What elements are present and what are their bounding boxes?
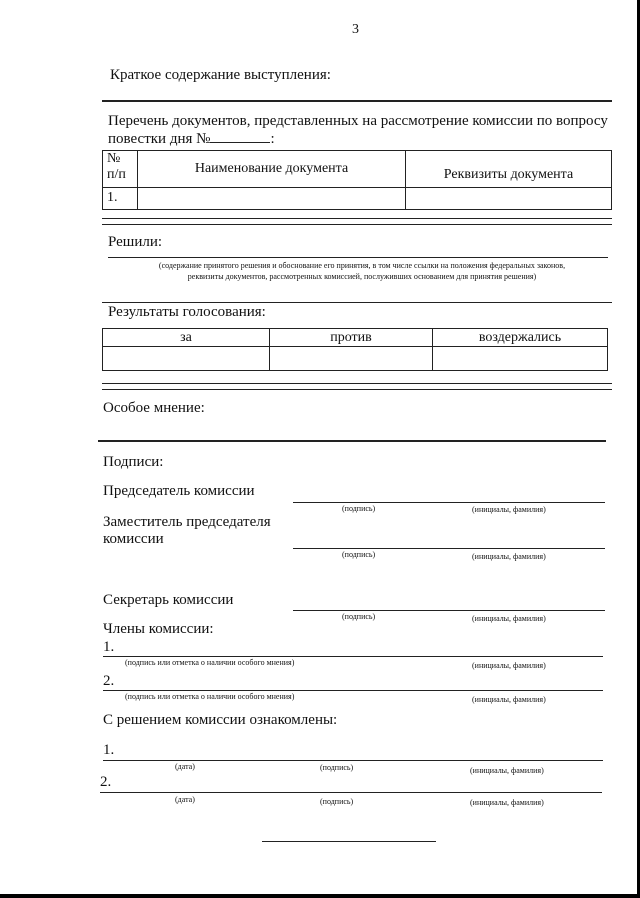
docs-line-1 (102, 218, 612, 219)
signatures-label: Подписи: (103, 454, 164, 470)
decided-note-line2: реквизиты документов, рассмотренных комиссией, послуживших основанием для принятия решения) (187, 272, 537, 281)
page-number: 3 (352, 22, 359, 37)
member-1-number: 1. (103, 639, 115, 655)
decided-note-line1: (содержание принятого решения и обоснование его принятия, в том числе ссылки на положения федеральных законов, (158, 261, 566, 270)
docs-line-2 (102, 224, 612, 225)
dissent-line (98, 440, 606, 442)
acquainted-1-caption-signature: (подпись) (320, 763, 354, 772)
documents-table (102, 150, 612, 210)
voting-line-1 (102, 383, 612, 384)
acquainted-2-caption-signature: (подпись) (320, 797, 354, 806)
docs-row1-details (406, 187, 612, 209)
chairman-sign-line (293, 502, 605, 503)
secretary-caption-initials: (инициалы, фамилия) (472, 614, 546, 623)
member-2-caption-signature: (подпись или отметка о наличии особого мнения) (125, 692, 295, 701)
docs-col-number-line1: № (107, 151, 121, 166)
member-2-number: 2. (103, 673, 115, 689)
voting-line-2 (102, 389, 612, 390)
voting-col-for: за (103, 329, 270, 347)
secretary-caption-signature: (подпись) (342, 612, 376, 621)
secretary-sign-line (293, 610, 605, 611)
agenda-number-blank (210, 129, 270, 143)
acquainted-2-line (100, 792, 602, 793)
acquainted-1-caption-initials: (инициалы, фамилия) (470, 766, 544, 775)
decided-line (108, 257, 608, 258)
acquainted-1-line (103, 760, 603, 761)
acquainted-1-caption-date: (дата) (175, 762, 195, 771)
member-1-caption-initials: (инициалы, фамилия) (472, 661, 546, 670)
deputy-caption-initials: (инициалы, фамилия) (472, 552, 546, 561)
deputy-label-line2: комиссии (103, 531, 164, 547)
decided-bottom-line (102, 302, 612, 303)
scan-edge-bottom (0, 894, 640, 898)
member-2-line (103, 690, 603, 691)
decided-label: Решили: (108, 234, 163, 250)
docs-col-number (103, 151, 138, 188)
chairman-label: Председатель комиссии (103, 483, 255, 499)
secretary-label: Секретарь комиссии (103, 592, 234, 608)
voting-value-for (103, 347, 270, 371)
docs-col-name: Наименование документа (138, 151, 406, 188)
docs-row1-number: 1. (103, 187, 138, 209)
deputy-sign-line (293, 548, 605, 549)
members-label: Члены комиссии: (103, 621, 214, 637)
member-1-line (103, 656, 603, 657)
docs-row1-name (138, 187, 406, 209)
docs-heading-line2 (108, 129, 275, 148)
voting-table (102, 328, 608, 371)
chairman-caption-initials: (инициалы, фамилия) (472, 505, 546, 514)
bottom-rule (262, 841, 436, 842)
deputy-label-line1: Заместитель председателя (103, 514, 271, 530)
docs-col-details: Реквизиты документа (406, 151, 612, 188)
summary-line (102, 100, 612, 102)
docs-col-number-line2: п/п (107, 167, 126, 182)
acquainted-1-number: 1. (103, 742, 115, 758)
chairman-caption-signature: (подпись) (342, 504, 376, 513)
acquainted-2-number: 2. (100, 774, 112, 790)
docs-heading-prefix: повестки дня № (108, 131, 211, 147)
summary-label: Краткое содержание выступления: (110, 67, 331, 83)
voting-value-abstain (433, 347, 608, 371)
docs-heading-line1: Перечень документов, представленных на рассмотрение комиссии по вопросу (108, 113, 608, 129)
dissent-label: Особое мнение: (103, 400, 205, 416)
docs-heading-suffix: : (270, 131, 275, 147)
deputy-caption-signature: (подпись) (342, 550, 376, 559)
acquainted-2-caption-date: (дата) (175, 795, 195, 804)
acquainted-label: С решением комиссии ознакомлены: (103, 712, 338, 728)
voting-col-abstain: воздержались (433, 329, 608, 347)
member-1-caption-signature: (подпись или отметка о наличии особого мнения) (125, 658, 295, 667)
member-2-caption-initials: (инициалы, фамилия) (472, 695, 546, 704)
voting-label: Результаты голосования: (108, 304, 266, 320)
voting-value-against (270, 347, 433, 371)
acquainted-2-caption-initials: (инициалы, фамилия) (470, 798, 544, 807)
voting-col-against: против (270, 329, 433, 347)
